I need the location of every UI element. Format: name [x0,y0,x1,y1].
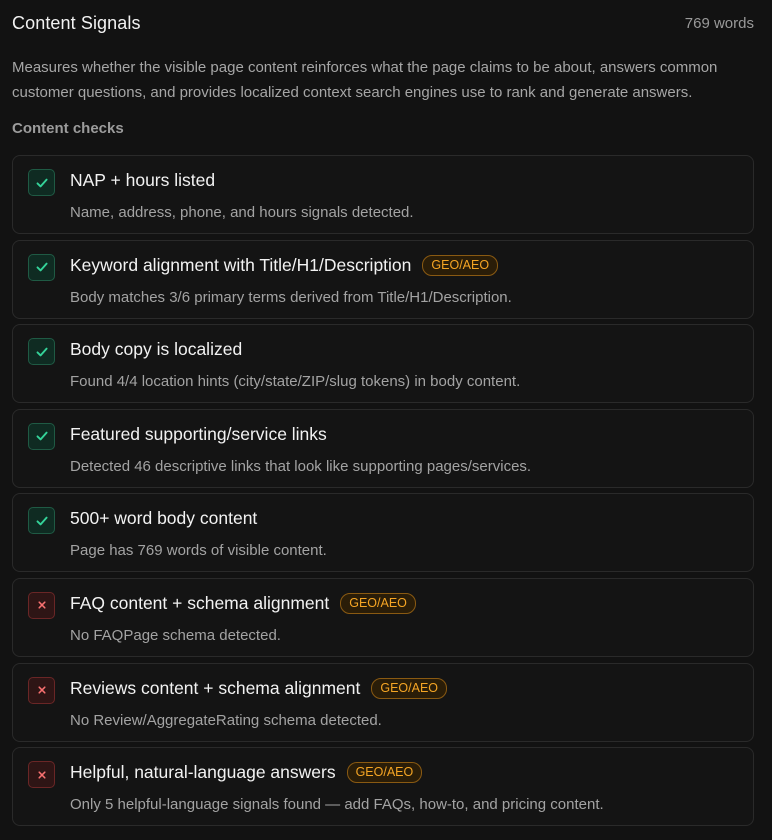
check-title: Featured supporting/service links [70,423,327,444]
check-description: Page has 769 words of visible content. [70,542,327,560]
check-card [12,493,754,572]
cross-icon [37,600,47,610]
check-title-row [70,424,327,445]
geo-aeo-badge: GEO/AEO [371,678,447,699]
check-description: Name, address, phone, and hours signals detected. [70,204,414,221]
status-pass-badge [28,169,55,196]
check-description: Found 4/4 location hints (city/state/ZIP/slug tokens) in body content. [70,373,521,391]
check-title-row [70,508,257,529]
status-pass-badge [28,507,55,534]
cross-icon [37,770,47,780]
panel-description: Measures whether the visible page content reinforces what the page claims to be about, answers common customer questions, and provides localized context search engines use to rank and generate answers. [12,59,718,101]
check-title: Body copy is localized [70,339,243,360]
geo-aeo-badge: GEO/AEO [340,593,416,614]
check-title-row [70,339,242,360]
check-title-row [70,255,498,276]
checkmark-icon [35,429,49,443]
check-card [12,155,754,234]
checkmark-icon [35,345,49,359]
status-fail-badge [28,592,55,619]
panel-title: Content Signals [12,13,141,33]
check-title-row [70,762,422,783]
check-title: FAQ content + schema alignment [70,592,330,613]
check-title-row [70,678,447,699]
checkmark-icon [35,260,49,274]
geo-aeo-badge: GEO/AEO [422,255,498,276]
section-label: Content checks [12,120,124,137]
check-description: No Review/AggregateRating schema detected. [70,711,382,729]
checks-list [12,155,754,832]
status-fail-badge [28,677,55,704]
check-card [12,747,754,826]
check-description: Only 5 helpful-language signals found — add FAQs, how-to, and pricing content. [70,796,604,814]
check-card [12,324,754,403]
check-description: No FAQPage schema detected. [70,626,281,644]
geo-aeo-badge: GEO/AEO [347,762,423,783]
panel-header [12,13,754,37]
check-title: Reviews content + schema alignment [70,677,361,698]
check-card [12,663,754,742]
status-pass-badge [28,338,55,365]
check-card [12,409,754,488]
check-description: Body matches 3/6 primary terms derived from Title/H1/Description. [70,288,512,306]
status-fail-badge [28,761,55,788]
word-count: 769 words [684,15,754,32]
check-title: 500+ word body content [70,508,258,529]
check-card [12,240,754,319]
checkmark-icon [35,176,49,190]
check-title: Helpful, natural-language answers [70,762,336,783]
check-title: Keyword alignment with Title/H1/Description [70,254,412,275]
status-pass-badge [28,423,55,450]
check-description: Detected 46 descriptive links that look like supporting pages/services. [70,457,532,475]
check-card [12,578,754,657]
cross-icon [37,685,47,695]
check-title-row [70,170,215,191]
checkmark-icon [35,514,49,528]
status-pass-badge [28,254,55,281]
check-title: NAP + hours listed [70,170,216,190]
check-title-row [70,593,416,614]
